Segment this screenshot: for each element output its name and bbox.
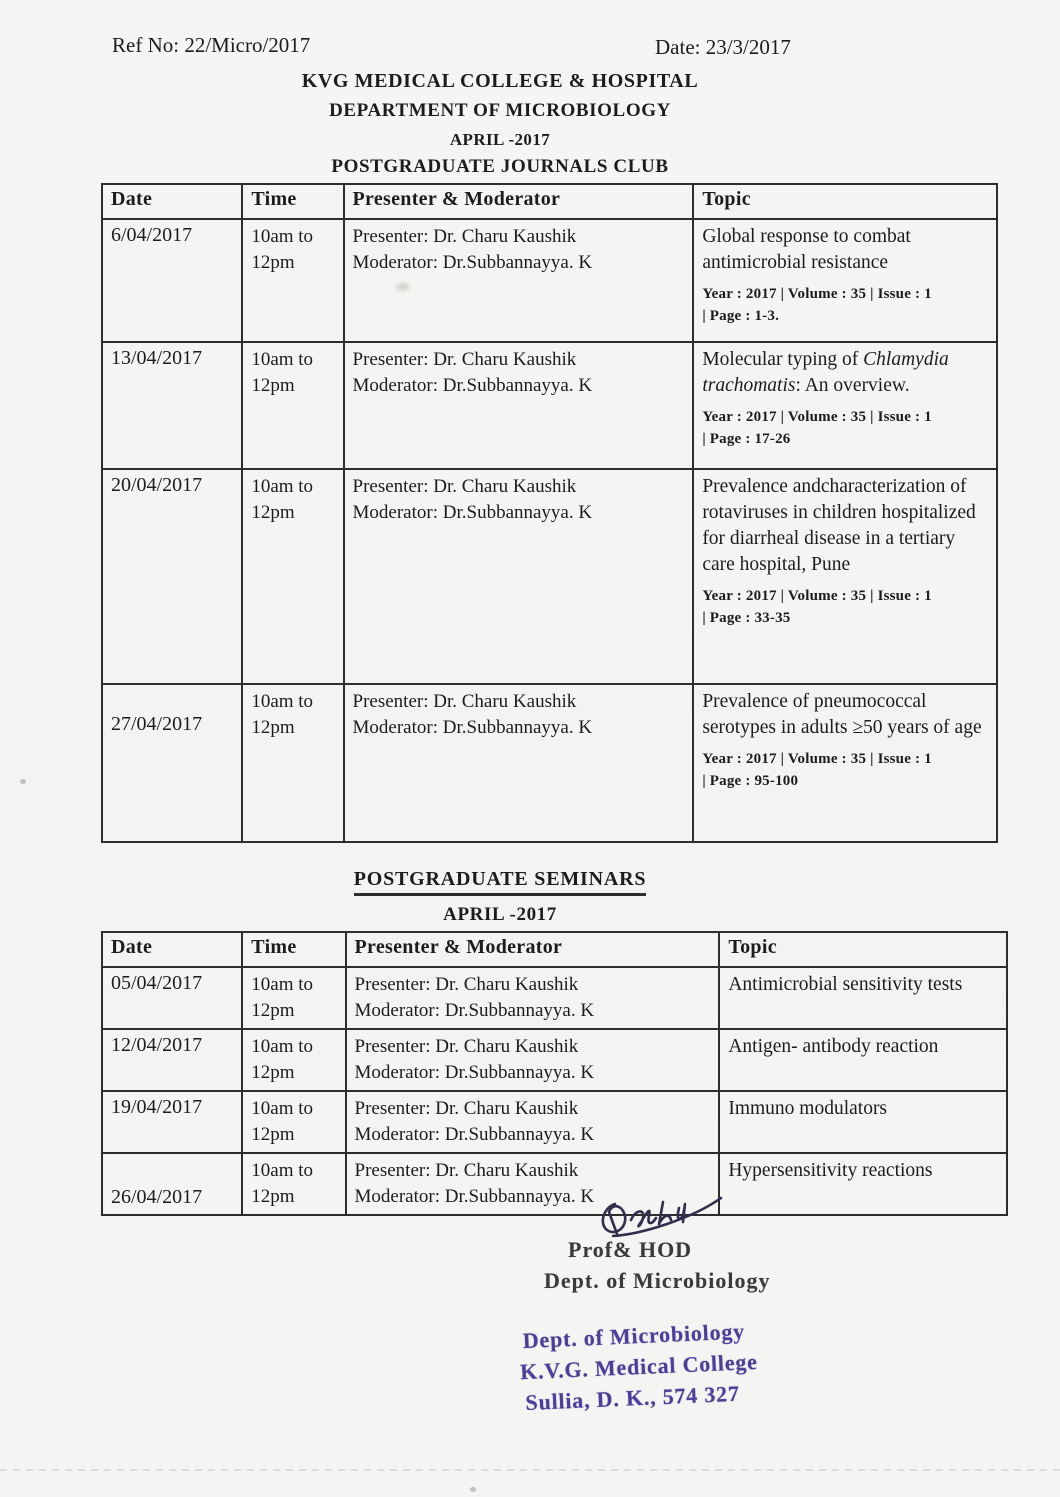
presenter-line: Presenter: Dr. Charu Kaushik xyxy=(352,226,577,247)
col-header-topic: Topic xyxy=(693,184,997,219)
date-cell: 27/04/2017 xyxy=(102,684,242,842)
topic-text: Immuno modulators xyxy=(728,1098,888,1119)
presenter-cell xyxy=(346,967,720,1029)
time-line-1: 10am to xyxy=(251,1160,314,1181)
col-header-presenter: Presenter & Moderator xyxy=(346,932,720,967)
citation-line-2: | Page : 33-35 xyxy=(702,610,791,626)
time-line-1: 10am to xyxy=(251,691,314,712)
table-row xyxy=(102,219,997,342)
seminars-section-titles xyxy=(0,866,1000,930)
seminars-title: POSTGRADUATE SEMINARS xyxy=(354,866,647,896)
topic-text: Prevalence andcharacterization of rotaviruses in children hospitalized for diarrheal disease in a tertiary care hospital, Pune xyxy=(702,476,976,575)
moderator-line: Moderator: Dr.Subbannayya. K xyxy=(352,375,593,396)
moderator-line: Moderator: Dr.Subbannayya. K xyxy=(354,1124,595,1145)
topic-text: Hypersensitivity reactions xyxy=(728,1160,933,1181)
moderator-line: Moderator: Dr.Subbannayya. K xyxy=(352,717,593,738)
topic-text: Antimicrobial sensitivity tests xyxy=(728,974,963,995)
time-line-1: 10am to xyxy=(251,349,314,370)
time-line-2: 12pm xyxy=(251,1062,295,1083)
time-cell xyxy=(242,684,343,842)
date-cell: 13/04/2017 xyxy=(102,342,242,469)
stamp-line-2: K.V.G. Medical College xyxy=(519,1348,759,1385)
col-header-time: Time xyxy=(242,932,345,967)
table-row xyxy=(102,342,997,469)
date-cell: 6/04/2017 xyxy=(102,219,242,342)
topic-text: Global response to combat antimicrobial resistance xyxy=(702,226,911,273)
topic-text: Molecular typing of Chlamydia trachomatis: An overview. xyxy=(702,349,949,396)
topic-cell xyxy=(693,219,997,342)
col-header-time: Time xyxy=(242,184,343,219)
moderator-line: Moderator: Dr.Subbannayya. K xyxy=(352,502,593,523)
table-row xyxy=(102,1029,1007,1091)
time-cell xyxy=(242,1153,345,1215)
citation-line-2: | Page : 17-26 xyxy=(702,431,791,447)
date-cell: 26/04/2017 xyxy=(102,1153,242,1215)
time-line-2: 12pm xyxy=(251,1000,295,1021)
presenter-cell xyxy=(344,469,694,684)
col-header-topic: Topic xyxy=(719,932,1007,967)
presenter-cell xyxy=(346,1091,720,1153)
document-titles xyxy=(0,66,1000,181)
stamp-line-1: Dept. of Microbiology xyxy=(522,1318,746,1354)
table-row xyxy=(102,1091,1007,1153)
time-cell xyxy=(242,967,345,1029)
presenter-line: Presenter: Dr. Charu Kaushik xyxy=(354,1036,579,1057)
presenter-line: Presenter: Dr. Charu Kaushik xyxy=(352,476,577,497)
italic-species-name: Chlamydia trachomatis xyxy=(702,349,949,396)
citation-line-2: | Page : 1-3. xyxy=(702,308,780,324)
moderator-line: Moderator: Dr.Subbannayya. K xyxy=(354,1000,595,1021)
date-cell: 05/04/2017 xyxy=(102,967,242,1029)
ref-number: Ref No: 22/Micro/2017 xyxy=(112,33,311,57)
department-title: DEPARTMENT OF MICROBIOLOGY xyxy=(329,100,671,121)
time-cell xyxy=(242,219,343,342)
citation-meta xyxy=(702,406,988,450)
date-cell: 12/04/2017 xyxy=(102,1029,242,1091)
topic-cell xyxy=(719,1029,1007,1091)
moderator-line: Moderator: Dr.Subbannayya. K xyxy=(354,1062,595,1083)
table-header-row xyxy=(102,932,1007,967)
date-cell: 20/04/2017 xyxy=(102,469,242,684)
time-line-1: 10am to xyxy=(251,226,314,247)
table-header-row xyxy=(102,184,997,219)
journals-club-title: POSTGRADUATE JOURNALS CLUB xyxy=(331,156,669,177)
moderator-line: Moderator: Dr.Subbannayya. K xyxy=(354,1186,595,1207)
document-date: Date: 23/3/2017 xyxy=(655,35,791,59)
department-rubber-stamp xyxy=(519,1315,760,1418)
citation-meta xyxy=(702,585,988,629)
table-row xyxy=(102,967,1007,1029)
document-meta-row xyxy=(0,33,1060,63)
topic-cell xyxy=(719,1091,1007,1153)
presenter-line: Presenter: Dr. Charu Kaushik xyxy=(354,1160,579,1181)
topic-text: Antigen- antibody reaction xyxy=(728,1036,939,1057)
citation-line-2: | Page : 95-100 xyxy=(702,773,799,789)
col-header-date: Date xyxy=(102,184,242,219)
signatory-title: Prof& HOD xyxy=(568,1237,693,1262)
topic-cell xyxy=(693,684,997,842)
col-header-date: Date xyxy=(102,932,242,967)
time-cell xyxy=(242,1091,345,1153)
topic-cell xyxy=(693,342,997,469)
scan-artifact-line xyxy=(0,1469,1060,1471)
time-cell xyxy=(242,469,343,684)
table-row xyxy=(102,1153,1007,1215)
journals-club-table xyxy=(101,183,998,843)
time-line-2: 12pm xyxy=(251,1124,295,1145)
citation-line-1: Year : 2017 | Volume : 35 | Issue : 1 xyxy=(702,409,932,425)
citation-line-1: Year : 2017 | Volume : 35 | Issue : 1 xyxy=(702,751,932,767)
topic-cell xyxy=(719,1153,1007,1215)
month-title: APRIL -2017 xyxy=(449,130,551,149)
time-line-2: 12pm xyxy=(251,1186,295,1207)
citation-line-1: Year : 2017 | Volume : 35 | Issue : 1 xyxy=(702,588,932,604)
citation-line-1: Year : 2017 | Volume : 35 | Issue : 1 xyxy=(702,286,932,302)
time-line-2: 12pm xyxy=(251,502,295,523)
topic-cell xyxy=(719,967,1007,1029)
presenter-line: Presenter: Dr. Charu Kaushik xyxy=(354,1098,579,1119)
stamp-line-3: Sullia, D. K., 574 327 xyxy=(524,1380,741,1416)
citation-meta xyxy=(702,748,988,792)
date-cell: 19/04/2017 xyxy=(102,1091,242,1153)
signatory-department: Dept. of Microbiology xyxy=(544,1268,771,1293)
time-line-2: 12pm xyxy=(251,717,295,738)
time-line-2: 12pm xyxy=(251,252,295,273)
time-line-1: 10am to xyxy=(251,974,314,995)
topic-cell xyxy=(693,469,997,684)
time-cell xyxy=(242,342,343,469)
moderator-line: Moderator: Dr.Subbannayya. K xyxy=(352,252,593,273)
time-line-2: 12pm xyxy=(251,375,295,396)
time-cell xyxy=(242,1029,345,1091)
seminars-table xyxy=(101,931,1008,1216)
presenter-cell xyxy=(346,1029,720,1091)
seminars-month: APRIL -2017 xyxy=(443,904,557,925)
time-line-1: 10am to xyxy=(251,1036,314,1057)
presenter-line: Presenter: Dr. Charu Kaushik xyxy=(354,974,579,995)
presenter-line: Presenter: Dr. Charu Kaushik xyxy=(352,349,577,370)
college-title: KVG MEDICAL COLLEGE & HOSPITAL xyxy=(301,70,699,92)
presenter-cell xyxy=(344,684,694,842)
scan-smudge xyxy=(393,280,413,294)
col-header-presenter: Presenter & Moderator xyxy=(344,184,694,219)
citation-meta xyxy=(702,283,988,327)
table-row xyxy=(102,684,997,842)
scan-speck xyxy=(20,779,26,784)
time-line-1: 10am to xyxy=(251,476,314,497)
time-line-1: 10am to xyxy=(251,1098,314,1119)
scan-speck xyxy=(470,1487,476,1492)
presenter-cell xyxy=(344,342,694,469)
table-row xyxy=(102,469,997,684)
presenter-line: Presenter: Dr. Charu Kaushik xyxy=(352,691,577,712)
topic-text: Prevalence of pneumococcal serotypes in adults ≥50 years of age xyxy=(702,691,982,738)
